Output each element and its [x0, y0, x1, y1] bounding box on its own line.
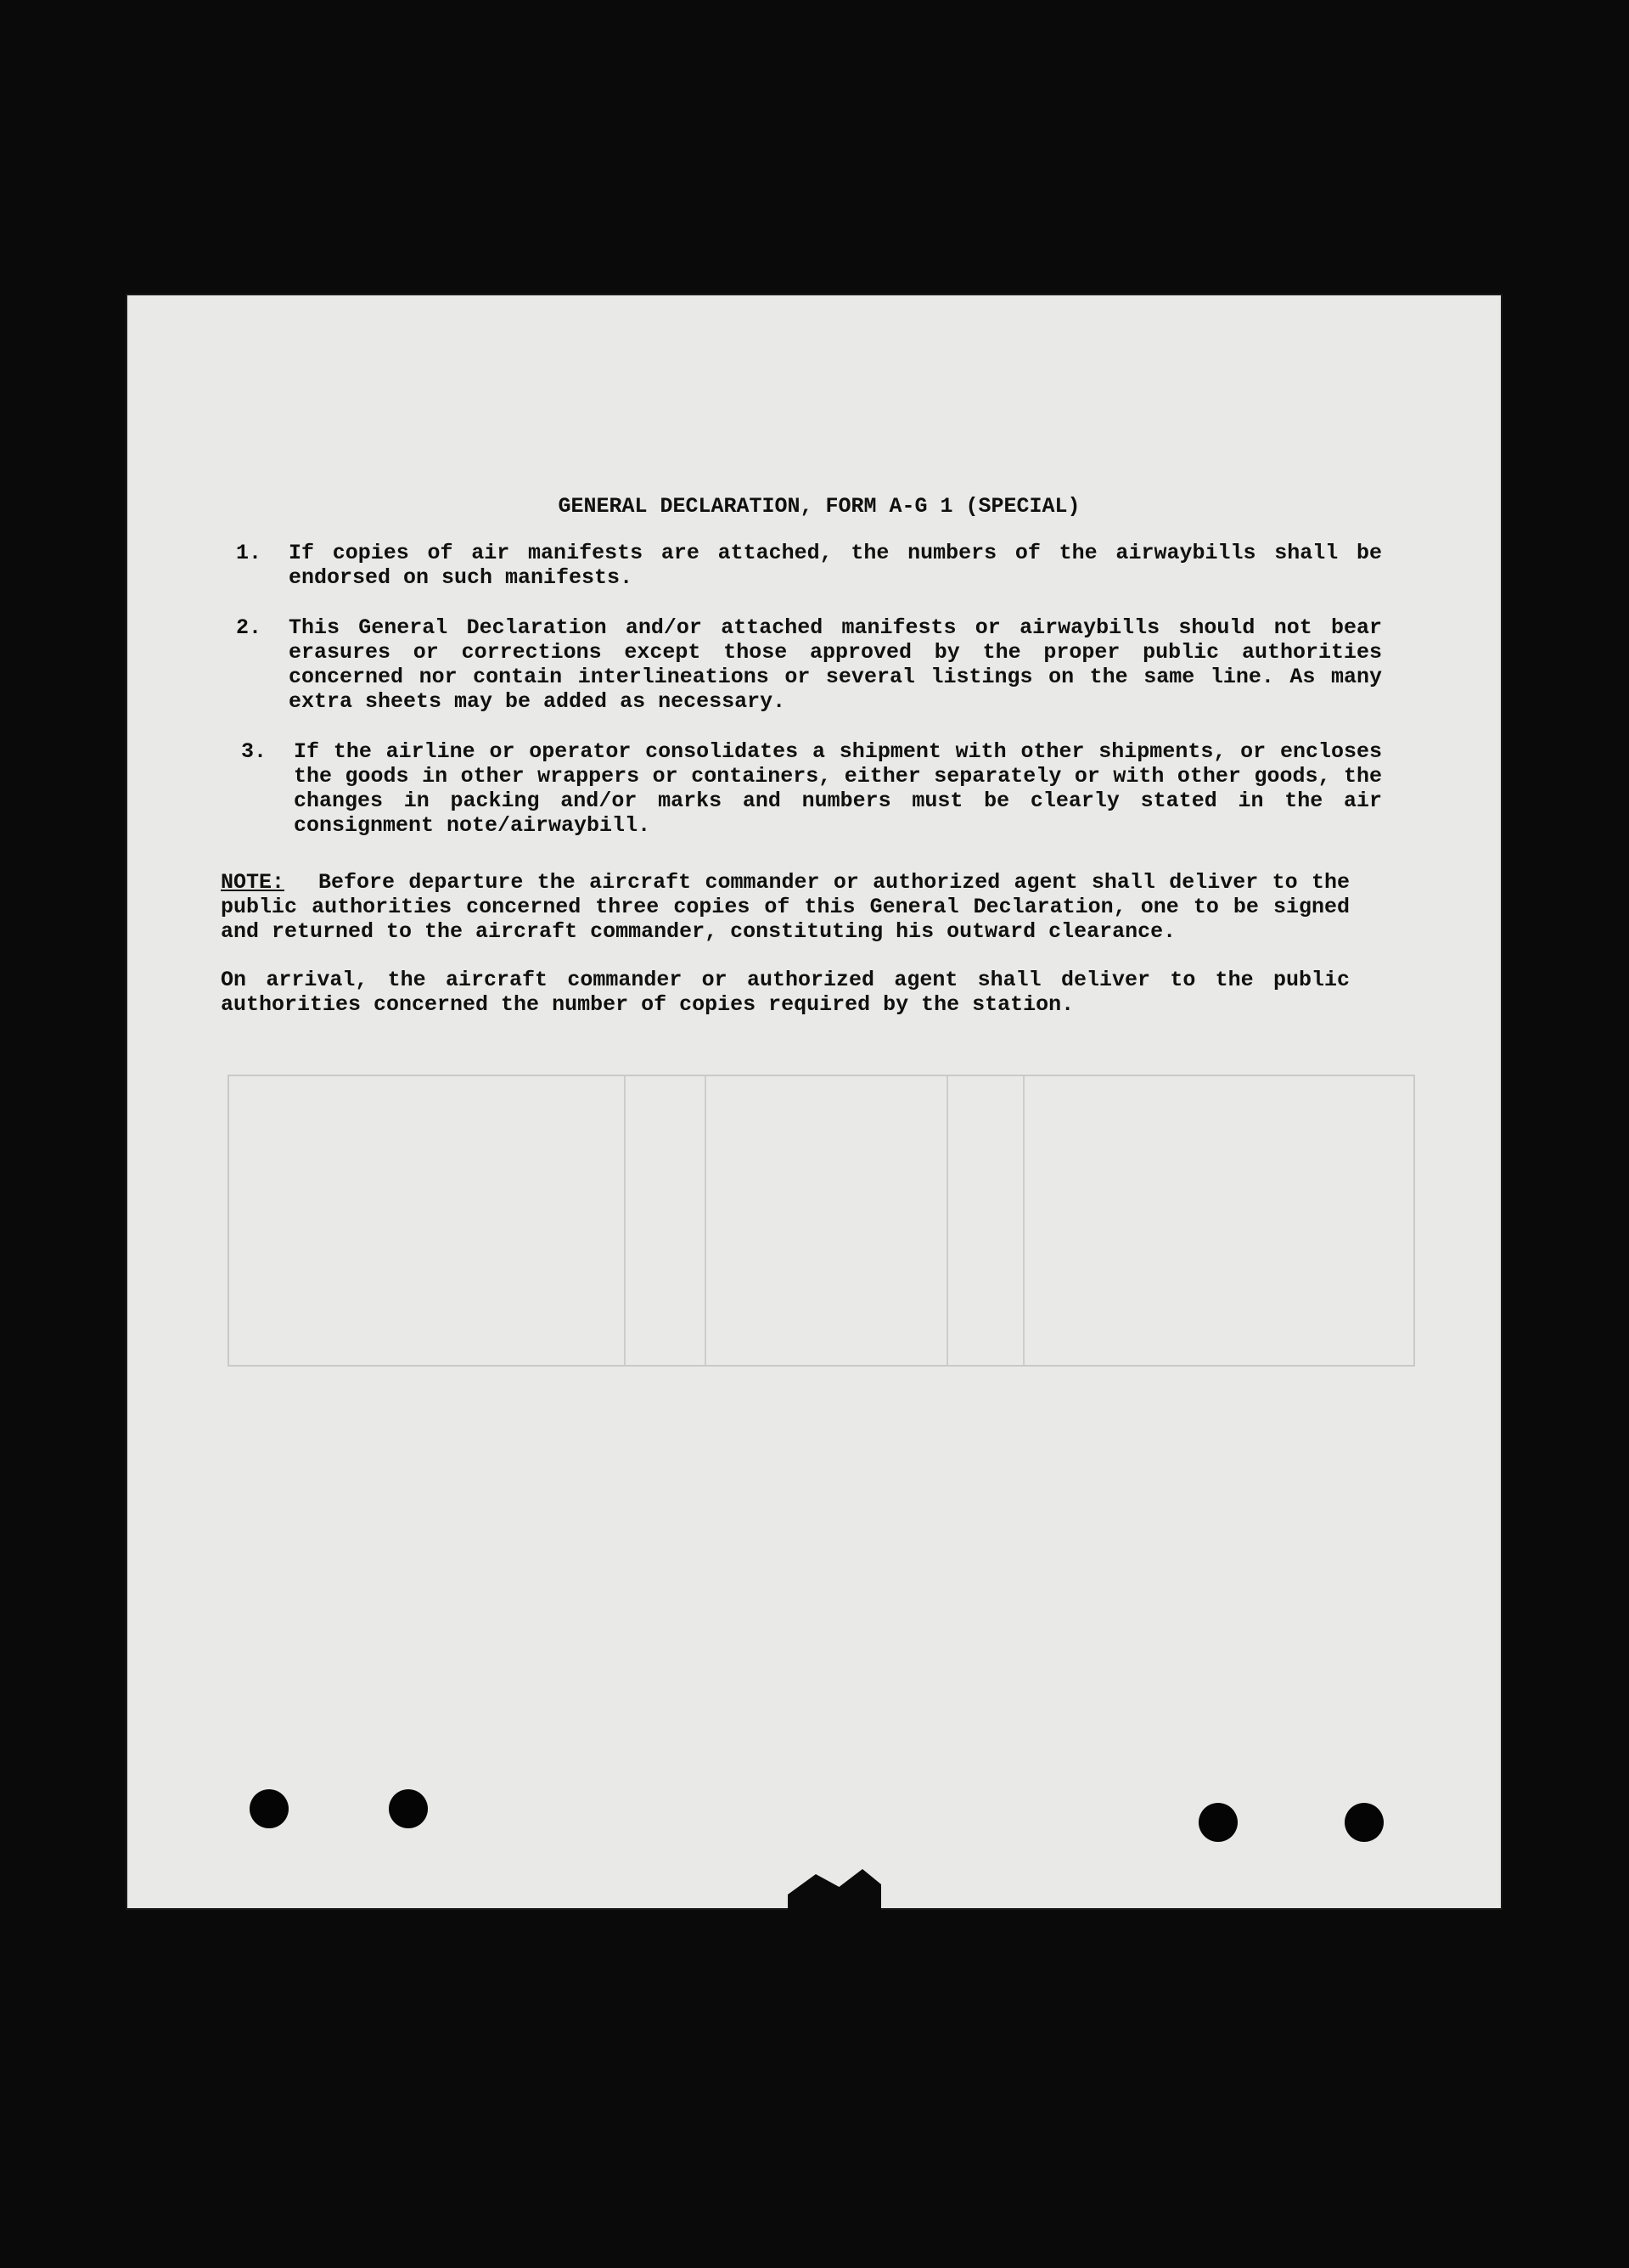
document-page [126, 294, 1503, 1910]
declaration-text [221, 494, 1382, 1041]
item-text: If the airline or operator consolidates a shipment with other shipments, or encloses the goods in other wrappers or containers, either separately or with other goods, the changes in packing and/or marks and numbers must be clearly stated in the air consignment note/airwaybill. [294, 739, 1382, 838]
item-text: This General Declaration and/or attached manifests or airwaybills should not bear erasures or corrections except those approved by the proper public authorities concerned nor contain interlineations or several listings on the same line. As many extra sheets may be added as necessary. [289, 615, 1382, 714]
arrival-paragraph: On arrival, the aircraft commander or authorized agent shall deliver to the public authorities concerned the number of copies required by the station. [221, 968, 1350, 1017]
punch-hole [389, 1789, 428, 1828]
instruction-item [236, 615, 1382, 714]
punch-hole [250, 1789, 289, 1828]
punch-hole [1199, 1803, 1238, 1842]
item-text: If copies of air manifests are attached, the numbers of the airwaybills shall be endorsed on such manifests. [289, 541, 1382, 590]
note-label: NOTE: [221, 870, 285, 895]
punch-hole [1345, 1803, 1384, 1842]
instruction-item [236, 739, 1382, 838]
instruction-item [236, 541, 1382, 590]
document-title: GENERAL DECLARATION, FORM A-G 1 (SPECIAL) [558, 494, 1081, 519]
torn-edge [788, 1864, 881, 1915]
note-paragraph [221, 870, 1350, 944]
note-section [221, 870, 1350, 1017]
item-number: 2. [236, 615, 262, 640]
note-text: Before departure the aircraft commander or authorized agent shall deliver to the public authorities concerned three copies of this General Declaration, one to be signed and returned to the aircraft commander, constituting his outward clearance. [221, 870, 1350, 944]
item-number: 3. [241, 739, 267, 764]
bleed-through-table [227, 1075, 1415, 1367]
item-number: 1. [236, 541, 262, 565]
